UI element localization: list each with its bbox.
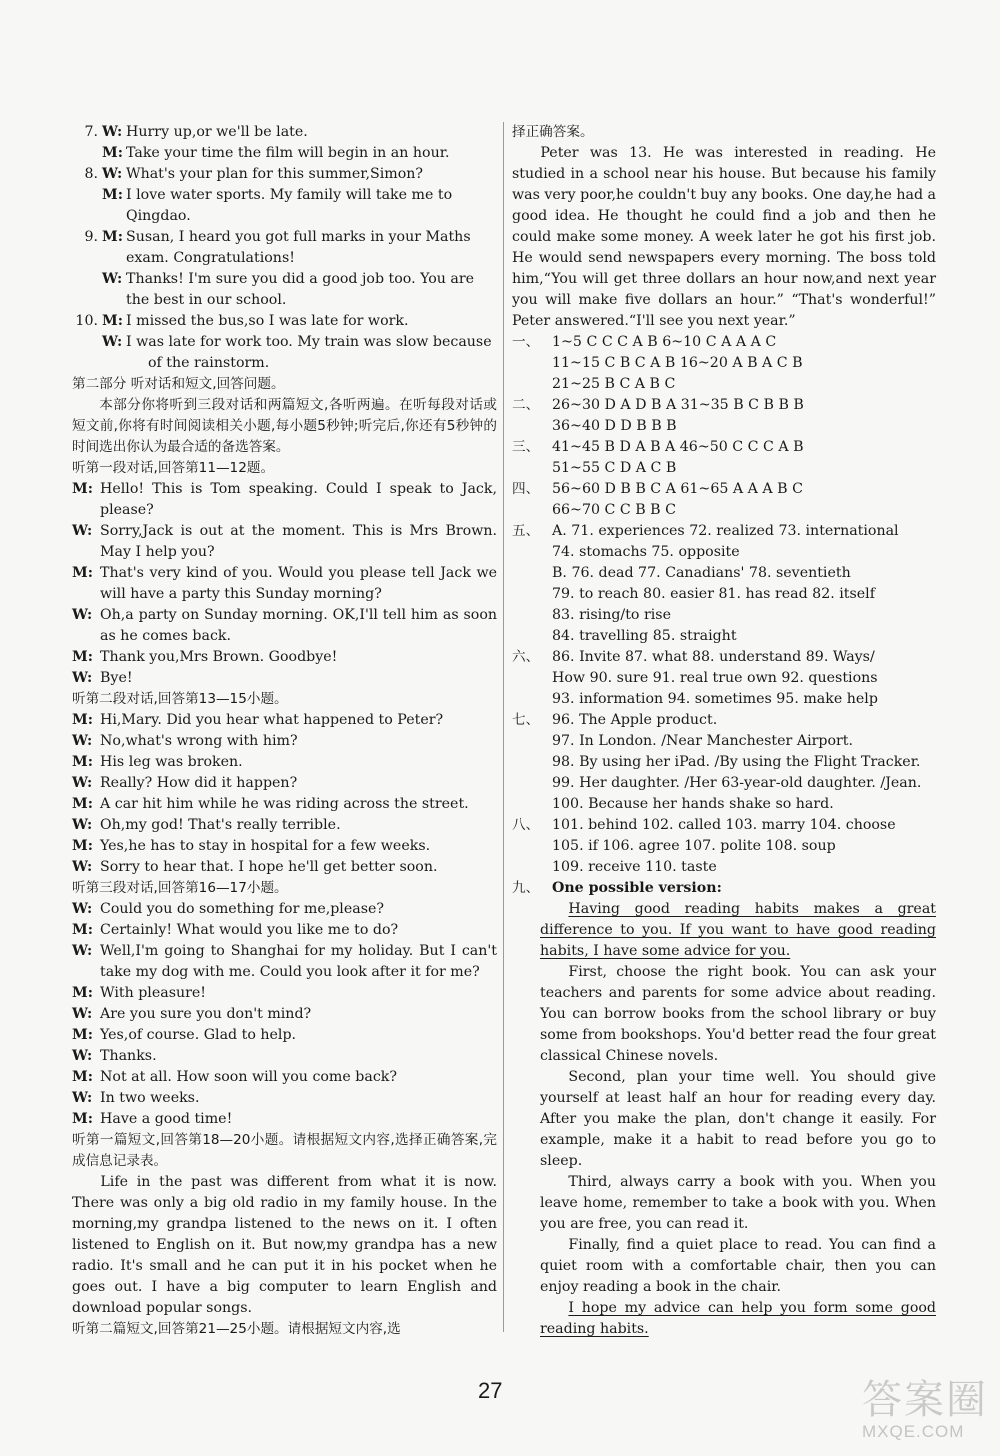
essay-paragraph: First, choose the right book. You can ask your teachers and parents for some advice about reading. You can borrow books from the school library or buy some from bookshops. You'd better read the four great classical Chinese novels. — [540, 964, 936, 1064]
answer-section-5: 五、 A. 71. experiences 72. realized 73. international 74. stomachs 75. opposite B. 76. dead 77. Canadians' 78. seventieth 79. to reach 80. easier 81. has read 82. itself 83. rising/to rise 84. travelling 85. straight — [512, 523, 899, 644]
passage2-header: 听第二篇短文,回答第21—25小题。请根据短文内容,选 — [72, 1321, 401, 1337]
right-column — [512, 122, 936, 1340]
part2-title: 第二部分 听对话和短文,回答问题。 — [72, 376, 285, 392]
dialog-8: 8. W: What's your plan for this summer,Simon? M: I love water sports. My family will take me to Qingdao. — [84, 166, 453, 224]
dialog2-header: 听第二段对话,回答第13—15小题。 — [72, 691, 288, 707]
essay-paragraph: Finally, find a quiet place to read. You can find a quiet room with a comfortable chair, then you can enjoy reading a book in the chair. — [540, 1237, 936, 1295]
essay-conclusion: I hope my advice can help you form some good reading habits. — [540, 1300, 936, 1337]
watermark-url: MXQE.COM — [862, 1422, 965, 1441]
essay-label: One possible version: — [552, 880, 722, 896]
left-column — [72, 122, 497, 1340]
answer-section-4: 四、 56~60 D B B C A 61~65 A A A B C 66~70 C C B B C — [512, 481, 803, 518]
dialog2: M: Hi,Mary. Did you hear what happened to Peter? W: No,what's wrong with him? M: His leg was broken. W: Really? How did it happen? M: A car hit him while he was riding across the street. W: Oh,my god! That's really terrible. M: Yes,he has to stay in hospital for a few weeks. W: Sorry to hear that. I hope he'll get better soon. — [72, 712, 469, 875]
answer-section-8: 八、 101. behind 102. called 103. marry 104. choose 105. if 106. agree 107. polite 108. soup 109. receive 110. taste — [512, 817, 896, 875]
dialog-7: 7. W: Hurry up,or we'll be late. M: Take your time the film will begin in an hour. — [84, 124, 450, 161]
essay: 九、 One possible version: Having good reading habits makes a great difference to you. If you want to have good reading habits, I have some advice for you. First, choose the right book. You can ask your teachers and parents for some advice about reading. You can borrow books from the school library or buy some from bookshops. You'd better read the four great classical Chinese novels. Second, plan your time well. You should give yourself at least half an hour for reading every day. After you make the plan, don't change it easily. For example, make it a habit to read before you go to sleep. Third, always carry a book with you. When you leave home, remember to take a book with you. When you are free, you can read it. Finally, find a quiet place to read. You can find a quiet room with a comfortable chair, then you can enjoy reading a book in the chair. I hope my advice can help you form some good reading habits. — [512, 878, 936, 1340]
dialog1: M: Hello! This is Tom speaking. Could I speak to Jack, please? W: Sorry,Jack is out at the moment. This is Mrs Brown. May I help you? M: That's very kind of you. Would you please tell Jack we will have a party this Sunday morning? W: Oh,a party on Sunday morning. OK,I'll tell him as soon as he comes back. M: Thank you,Mrs Brown. Goodbye! W: Bye! — [72, 481, 497, 686]
passage1-text: Life in the past was different from what it is now. There was only a big old radio in my family house. In the morning,my grandpa listened to the news on it. I often listened to English on it. But now,my grandpa has a new radio. It's small and he can put it in his pocket when he goes out. I have a big computer to learn English and download popular songs. — [72, 1174, 497, 1316]
essay-paragraph: Second, plan your time well. You should give yourself at least half an hour for reading every day. After you make the plan, don't change it easily. For example, make it a habit to read before you go to sleep. — [540, 1069, 936, 1169]
dialog1-header: 听第一段对话,回答第11—12题。 — [72, 460, 275, 476]
dialog-9: 9. M: Susan, I heard you got full marks in your Maths exam. Congratulations! W: Thanks! I'm sure you did a good job too. You are the best in our school. — [84, 229, 475, 308]
answer-section-7: 七、 96. The Apple product. 97. In London. /Near Manchester Airport. 98. By using her iPad. /By using the Flight Tracker. 99. Her daughter. /Her 63-year-old daughter. /Jean. 100. Because her hands shake so hard. — [512, 712, 922, 812]
answer-section-3: 三、 41~45 B D A B A 46~50 C C C A B 51~55 C D A C B — [512, 439, 804, 476]
essay-intro: Having good reading habits makes a great difference to you. If you want to have good reading habits, I have some advice for you. — [540, 901, 936, 959]
column-divider — [503, 122, 504, 1332]
page-number: 27 — [478, 1378, 503, 1403]
dialog-10: 10. M: I missed the bus,so I was late for work. W: I was late for work too. My train was slow because of the rainstorm. — [75, 313, 492, 371]
part2-instructions: 本部分你将听到三段对话和两篇短文,各听两遍。在听每段对话或短文前,你将有时间阅读相关小题,每小题5秒钟;听完后,你还有5秒钟的时间选出你认为最合适的备选答案。 — [72, 397, 497, 455]
essay-paragraph: Third, always carry a book with you. When you leave home, remember to take a book with you. When you are free, you can read it. — [540, 1174, 936, 1232]
answer-key — [512, 332, 936, 878]
passage2-text: Peter was 13. He was interested in reading. He studied in a school near his house. But because his family was very poor,he couldn't buy any books. One day,he had a good idea. He thought he could find a job and then he could make some money. A week later he got his first job. He would send newspapers every morning. The boss told him,“You will get three dollars an hour now,and next year you will make five dollars an hour.” “That's wonderful!” Peter answered.“I'll see you next year.” — [512, 145, 937, 329]
watermark-logo — [862, 1378, 990, 1448]
passage1-header: 听第一篇短文,回答第18—20小题。请根据短文内容,选择正确答案,完成信息记录表。 — [72, 1132, 497, 1169]
dialog3-header: 听第三段对话,回答第16—17小题。 — [72, 880, 288, 896]
dialog3: W: Could you do something for me,please? M: Certainly! What would you like me to do? W: Well,I'm going to Shanghai for my holiday. But I can't take my dog with me. Could you look after it for me? M: With pleasure! W: Are you sure you don't mind? M: Yes,of course. Glad to help. W: Thanks. M: Not at all. How soon will you come back? W: In two weeks. M: Have a good time! — [72, 901, 497, 1127]
answer-section-2: 二、 26~30 D A D B A 31~35 B C B B B 36~40 D D B B B — [512, 397, 804, 434]
answer-section-1: 一、 1~5 C C C A B 6~10 C A A A C 11~15 C B C A B 16~20 A B A C B 21~25 B C A B C — [512, 334, 803, 392]
watermark-text: 答案圈 — [862, 1377, 988, 1423]
passage2-header-cont: 择正确答案。 — [512, 124, 594, 140]
answer-section-6: 六、 86. Invite 87. what 88. understand 89. Ways/ How 90. sure 91. real true own 92. questions 93. information 94. sometimes 95. make help — [512, 649, 878, 707]
